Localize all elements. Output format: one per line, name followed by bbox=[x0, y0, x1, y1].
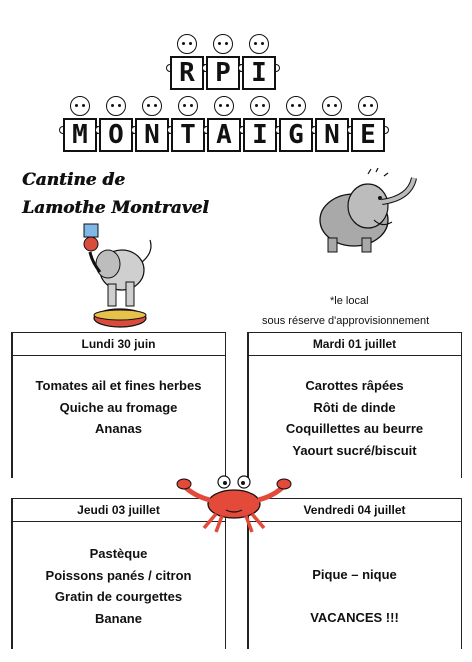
circus-elephant-icon bbox=[70, 222, 160, 332]
note-reserve: sous réserve d'approvisionnement bbox=[262, 315, 430, 327]
day-box-lundi bbox=[11, 332, 226, 478]
logo-letter-card: E bbox=[351, 96, 385, 156]
cantine-title-line1: Cantine de bbox=[22, 170, 126, 190]
menu-item: Pastèque bbox=[89, 546, 148, 561]
logo-letter-card: G bbox=[279, 96, 313, 156]
day-header: Lundi 30 juin bbox=[11, 333, 226, 356]
child-face-icon bbox=[286, 96, 306, 116]
day-header: Mardi 01 juillet bbox=[247, 333, 462, 356]
elephant-spray-icon bbox=[310, 168, 430, 260]
logo-row-montaigne bbox=[0, 96, 472, 156]
menu-item: Rôti de dinde bbox=[313, 399, 396, 415]
logo-letter-card: N bbox=[315, 96, 349, 156]
logo-letter-card: T bbox=[171, 96, 205, 156]
logo-row-rpi bbox=[0, 34, 472, 94]
logo-letter-card: R bbox=[170, 34, 204, 94]
child-face-icon bbox=[214, 96, 234, 116]
menu-item: Gratin de courgettes bbox=[54, 589, 183, 604]
cantine-title-line2: Lamothe Montravel bbox=[22, 198, 209, 218]
day-header: Jeudi 03 juillet bbox=[11, 499, 226, 522]
child-face-icon bbox=[178, 96, 198, 116]
menu-items bbox=[11, 543, 226, 629]
menu-item: VACANCES !!! bbox=[310, 610, 399, 625]
child-face-icon bbox=[358, 96, 378, 116]
child-face-icon bbox=[106, 96, 126, 116]
logo-letter-card: O bbox=[99, 96, 133, 156]
menu-item: Carottes râpées bbox=[305, 378, 404, 393]
menu-item bbox=[247, 586, 462, 608]
day-header: Vendredi 04 juillet bbox=[247, 499, 462, 522]
logo-letter-card: P bbox=[206, 34, 240, 94]
child-face-icon bbox=[213, 34, 233, 54]
menu-item: Pique – nique bbox=[312, 567, 397, 582]
menu-item: Tomates ail et fines herbes bbox=[35, 378, 202, 393]
child-face-icon bbox=[177, 34, 197, 54]
child-face-icon bbox=[249, 34, 269, 54]
menu-items bbox=[247, 375, 462, 461]
menu-items bbox=[247, 564, 462, 629]
note-local: *le local bbox=[330, 295, 369, 307]
logo-letter-card: I bbox=[243, 96, 277, 156]
menu-item: Banane bbox=[95, 610, 142, 626]
menu-items bbox=[11, 375, 226, 440]
crab-icon bbox=[176, 470, 292, 538]
menu-item: Yaourt sucré/biscuit bbox=[292, 442, 417, 458]
menu-item: Quiche au fromage bbox=[59, 399, 178, 415]
child-face-icon bbox=[142, 96, 162, 116]
menu-item: Poissons panés / citron bbox=[45, 567, 192, 583]
menu-item: Coquillettes au beurre bbox=[285, 421, 424, 436]
logo-letter-card: A bbox=[207, 96, 241, 156]
child-face-icon bbox=[250, 96, 270, 116]
logo-letter-card: N bbox=[135, 96, 169, 156]
menu-item: Ananas bbox=[95, 421, 142, 436]
logo-letter-card: I bbox=[242, 34, 276, 94]
logo-letter-card: M bbox=[63, 96, 97, 156]
child-face-icon bbox=[70, 96, 90, 116]
child-face-icon bbox=[322, 96, 342, 116]
day-box-mardi bbox=[247, 332, 462, 478]
